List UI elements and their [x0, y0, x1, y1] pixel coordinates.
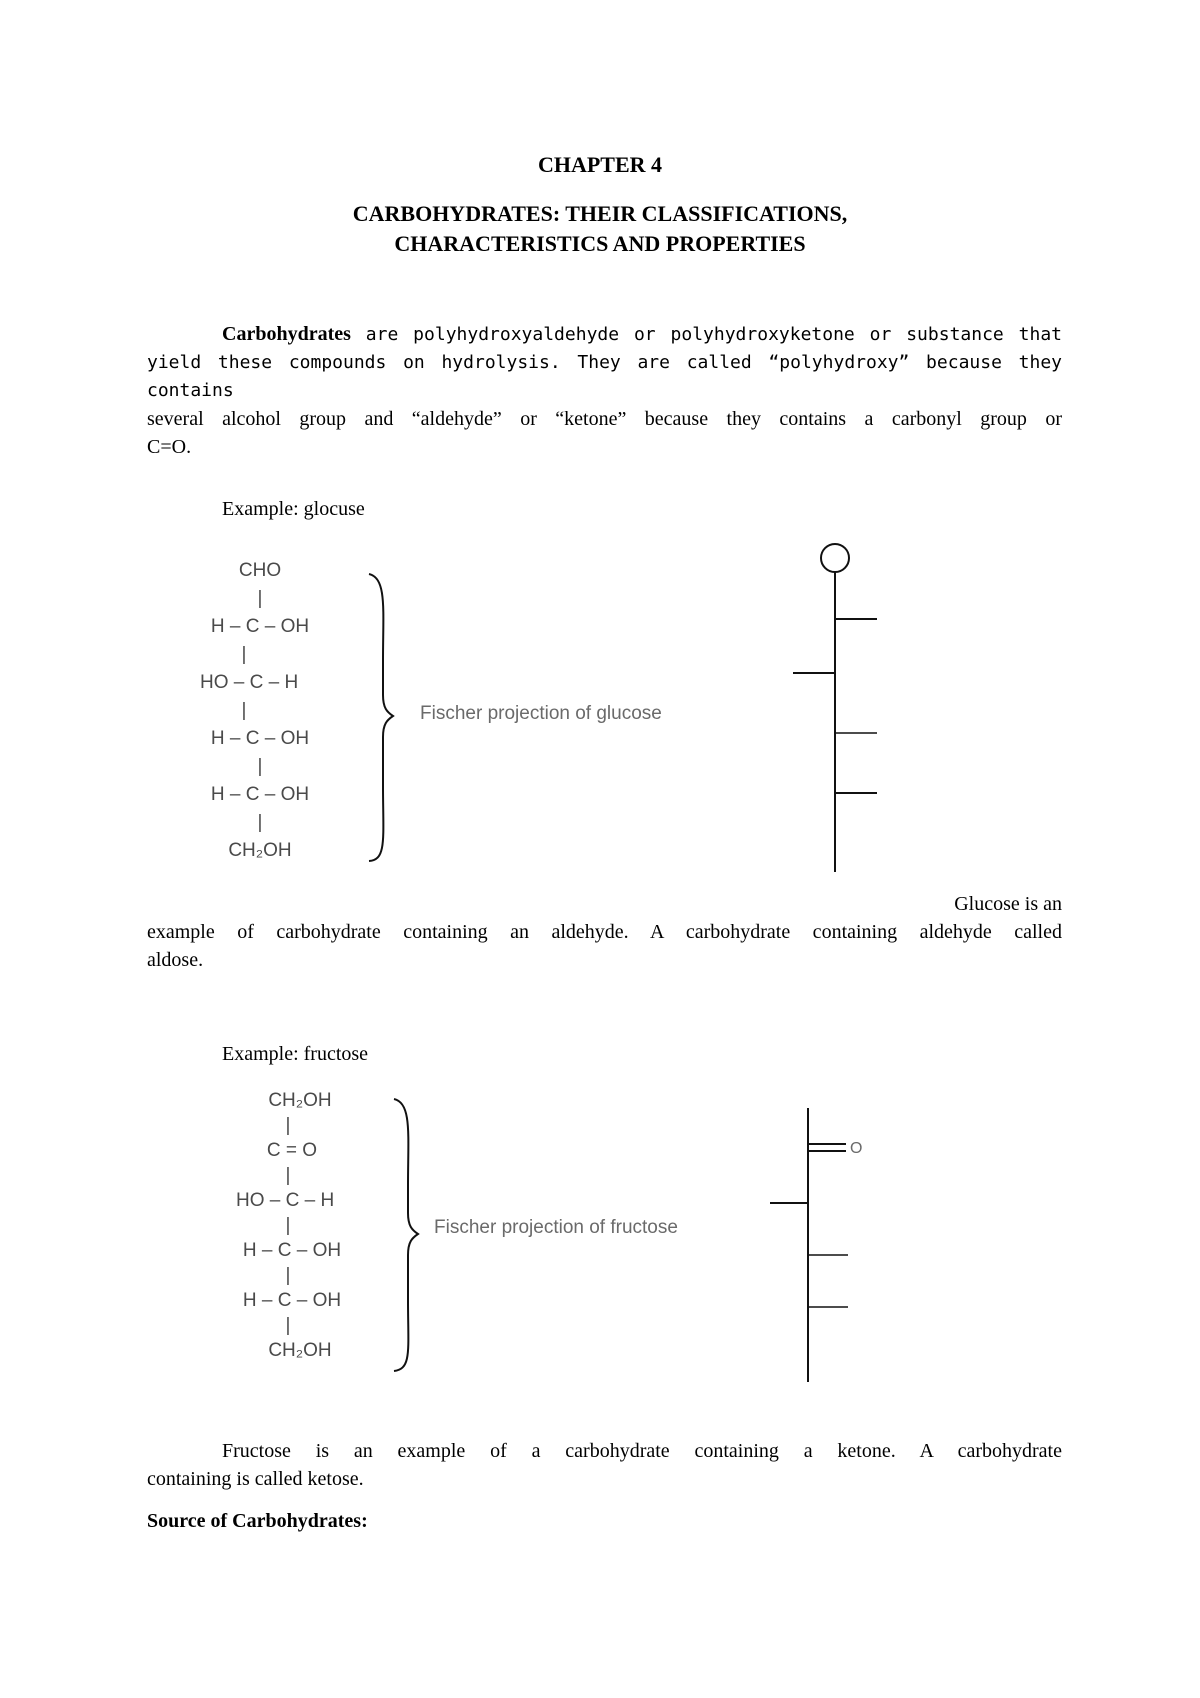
fructose-carbonyl-label: O [850, 1140, 863, 1157]
fructose-caption: Fischer projection of fructose [434, 1217, 678, 1238]
glucose-paragraph [147, 890, 1062, 974]
fructose-brace [390, 1095, 420, 1375]
fructose-text-line-1: Fructose is an example of a carbohydrate containing a ketone. A carbohydrate [222, 1440, 1062, 1462]
intro-line-3: several alcohol group and “aldehyde” or “ketone” because they contains a carbonyl group or [147, 408, 1062, 430]
glucose-chain-0: CHO [238, 560, 282, 581]
glucose-chain-9: | [257, 812, 263, 833]
fructose-text-line-2: containing is called ketose. [147, 1468, 364, 1490]
glucose-chain-10: CH₂OH [228, 840, 292, 861]
glucose-text-line-3: aldose. [147, 949, 204, 971]
fructose-chain-2: C = O [266, 1140, 318, 1161]
glucose-chain-3: | [241, 644, 247, 665]
title-line-2: CHARACTERISTICS AND PROPERTIES [394, 231, 806, 256]
intro-term: Carbohydrates [222, 323, 351, 345]
title-line-1: CARBOHYDRATES: THEIR CLASSIFICATIONS, [352, 201, 848, 226]
fructose-chain-3: | [285, 1165, 291, 1186]
fructose-chain-7: | [285, 1265, 291, 1286]
fructose-chain-9: | [285, 1315, 291, 1336]
glucose-chain-8: H – C – OH [210, 784, 310, 805]
glucose-chain-4: HO – C – H [200, 672, 299, 693]
fructose-chain-10: CH₂OH [268, 1340, 332, 1361]
glucose-chain-2: H – C – OH [210, 616, 310, 637]
glucose-chain-7: | [257, 756, 263, 777]
glucose-text-line-2: example of carbohydrate containing an aldehyde. A carbohydrate containing aldehyde called [147, 921, 1062, 943]
glucose-example-label: Example: glocuse [222, 498, 365, 520]
fructose-chain-5: | [285, 1215, 291, 1236]
intro-line-2: yield these compounds on hydrolysis. They are called “polyhydroxy” because they contains [147, 352, 1062, 401]
source-heading: Source of Carbohydrates: [147, 1510, 368, 1532]
fructose-chain-0: CH₂OH [268, 1090, 332, 1111]
fructose-example-label: Example: fructose [222, 1043, 369, 1065]
glucose-chain-5: | [241, 700, 247, 721]
glucose-fischer-diagram [780, 538, 890, 878]
intro-line-1: are polyhydroxyaldehyde or polyhydroxyketone or substance that [350, 324, 1062, 345]
fructose-chain-1: | [285, 1115, 291, 1136]
fructose-paragraph [147, 1437, 1062, 1493]
glucose-brace [365, 570, 395, 865]
fructose-chain-8: H – C – OH [242, 1290, 342, 1311]
glucose-caption: Fischer projection of glucose [420, 703, 662, 724]
glucose-chain-1: | [257, 588, 263, 609]
intro-paragraph [147, 320, 1062, 461]
fructose-chain-4: HO – C – H [236, 1190, 335, 1211]
fructose-chain-6: H – C – OH [242, 1240, 342, 1261]
glucose-text-line-1: Glucose is an [954, 893, 1062, 915]
intro-line-4: C=O. [147, 436, 192, 458]
glucose-chain-6: H – C – OH [210, 728, 310, 749]
chapter-heading: CHAPTER 4 [537, 152, 663, 177]
